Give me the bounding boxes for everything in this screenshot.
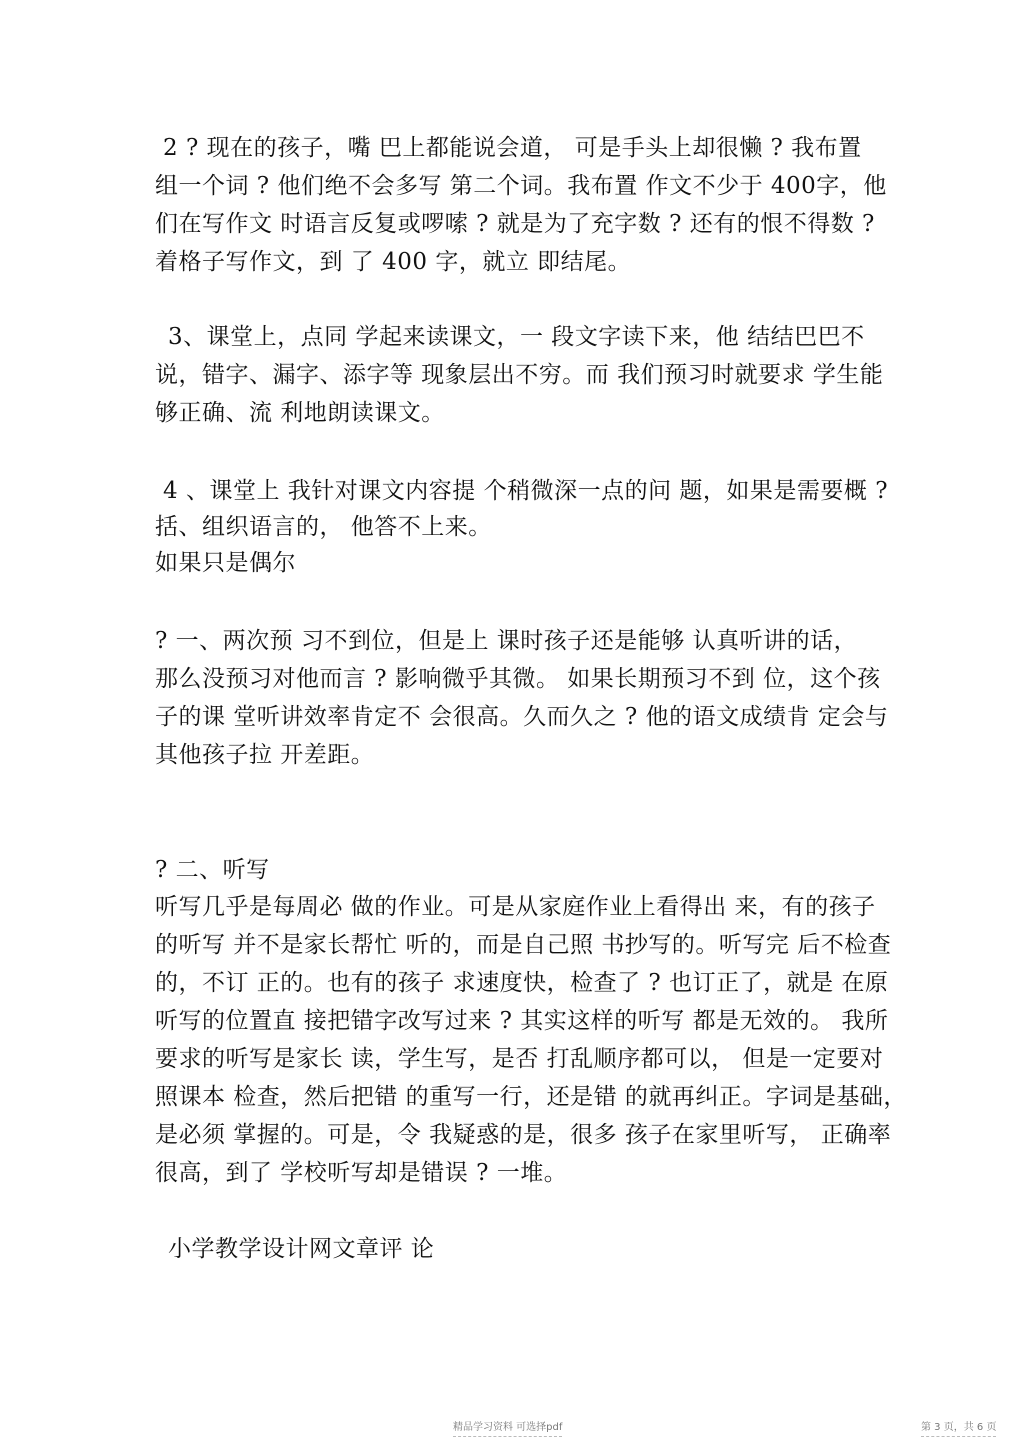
paragraph-4-line-2: 括、组织语言的， 他答不上来。 <box>155 514 492 540</box>
page-number: 第 3 页，共 6 页 <box>921 1418 996 1437</box>
section-2-line-8: 很高，到了 学校听写却是错误 ? 一堆。 <box>155 1160 568 1186</box>
paragraph-2-line-2: 组一个词 ? 他们绝不会多写 第二个词。我布置 作文不少于 400字，他 <box>155 173 887 199</box>
section-1-line-4: 其他孩子拉 开差距。 <box>155 742 375 768</box>
section-2-line-1: 听写几乎是每周必 做的作业。可是从家庭作业上看得出 来，有的孩子 <box>155 894 876 920</box>
section-2-line-7: 是必须 掌握的。可是，令 我疑惑的是，很多 孩子在家里听写， 正确率 <box>155 1122 892 1148</box>
section-1-line-2: 那么没预习对他而言 ? 影响微乎其微。 如果长期预习不到 位，这个孩 <box>155 666 881 692</box>
closing-line: 小学教学设计网文章评 论 <box>168 1236 435 1262</box>
section-1-line-3: 子的课 堂听讲效率肯定不 会很高。久而久之 ? 他的语文成绩肯 定会与 <box>155 704 889 730</box>
paragraph-3-line-3: 够正确、流 利地朗读课文。 <box>155 400 445 426</box>
section-2-line-6: 照课本 检查，然后把错 的重写一行，还是错 的就再纠正。字词是基础， <box>155 1084 907 1110</box>
section-2-line-3: 的，不订 正的。也有的孩子 求速度快，检查了 ? 也订正了，就是 在原 <box>155 970 889 996</box>
section-2-line-2: 的听写 并不是家长帮忙 听的，而是自己照 书抄写的。听写完 后不检查 <box>155 932 892 958</box>
paragraph-2-line-1: 2 ? 现在的孩子，嘴 巴上都能说会道， 可是手头上却很懒 ? 我布置 <box>163 135 862 161</box>
paragraph-3-line-1: 3、课堂上，点同 学起来读课文，一 段文字读下来，他 结结巴巴不 <box>168 324 865 350</box>
paragraph-3-line-2: 说，错字、漏字、添字等 现象层出不穷。而 我们预习时就要求 学生能 <box>155 362 884 388</box>
paragraph-4-line-1: 4 、课堂上 我针对课文内容提 个稍微深一点的问 题，如果是需要概 ? <box>163 478 889 504</box>
section-2-line-5: 要求的听写是家长 读，学生写，是否 打乱顺序都可以， 但是一定要对 <box>155 1046 884 1072</box>
section-2-line-4: 听写的位置直 接把错字改写过来 ? 其实这样的听写 都是无效的。 我所 <box>155 1008 889 1034</box>
section-2-heading: ? 二、听写 <box>155 857 270 883</box>
section-1-line-1: ? 一、两次预 习不到位，但是上 课时孩子还是能够 认真听讲的话， <box>155 628 858 654</box>
paragraph-2-line-4: 着格子写作文，到 了 400 字，就立 即结尾。 <box>155 249 632 275</box>
paragraph-2-line-3: 们在写作文 时语言反复或啰嗦 ? 就是为了充字数 ? 还有的恨不得数 ? <box>155 211 875 237</box>
footer-left-label: 精品学习资料 可选择pdf <box>453 1418 562 1437</box>
paragraph-4-line-3: 如果只是偶尔 <box>155 550 296 576</box>
